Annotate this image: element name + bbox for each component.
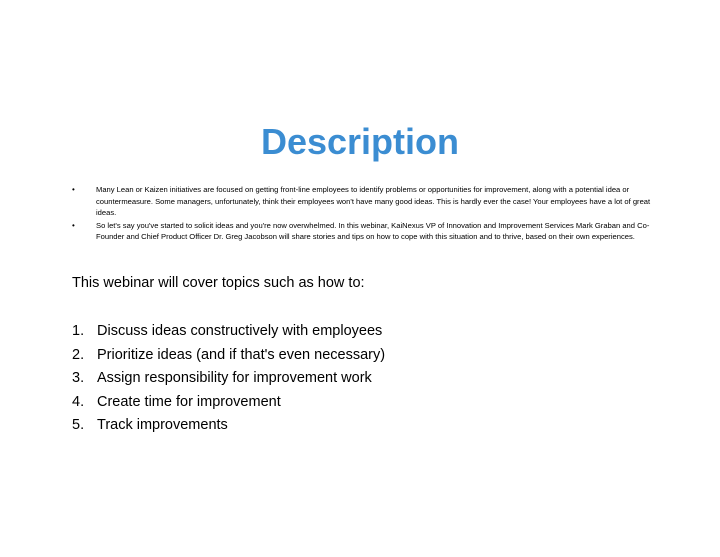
topic-item (72, 320, 385, 344)
topic-item (72, 367, 385, 391)
topic-text: Prioritize ideas (and if that's even necessary) (97, 346, 386, 363)
topic-number: 1. (72, 323, 85, 339)
topic-number: 5. (72, 417, 85, 433)
topic-text: Create time for improvement (97, 393, 281, 410)
topics-list (72, 320, 385, 438)
topic-text: Discuss ideas constructively with employees (97, 323, 383, 339)
topic-number: 3. (72, 370, 85, 386)
bullet-item (70, 184, 655, 219)
topic-item (72, 414, 385, 438)
topic-number: 2. (72, 346, 85, 363)
bullet-text: So let's say you've started to solicit ideas and you're now overwhelmed. In this webinar, KaiNexus VP of Innovation and Improvement Services Mark Graban and Co-Founder and Chief Product Officer Dr. Greg Jacobson will share stories and tips on how to cope with this situation and to thrive, based on their own experiences. (96, 220, 650, 241)
topics-intro: This webinar will cover topics such as how to: (72, 275, 365, 291)
topic-text: Track improvements (97, 417, 228, 433)
topic-item (72, 344, 385, 368)
description-bullets (70, 184, 655, 244)
bullet-text: Many Lean or Kaizen initiatives are focused on getting front-line employees to identify problems or opportunities for improvement, along with a potential idea or countermeasure. Some managers, unfortunately, think their employees won't have many good ideas. This is hardly ever the case! Your employees have a lot of great ideas. (96, 185, 651, 217)
bullet-item (70, 220, 655, 243)
bullet-dot-icon: • (72, 220, 75, 230)
bullet-dot-icon: • (72, 185, 75, 194)
topic-item (72, 391, 385, 415)
slide-title: Description (260, 121, 460, 162)
topic-number: 4. (72, 393, 85, 410)
topic-text: Assign responsibility for improvement work (97, 370, 372, 386)
